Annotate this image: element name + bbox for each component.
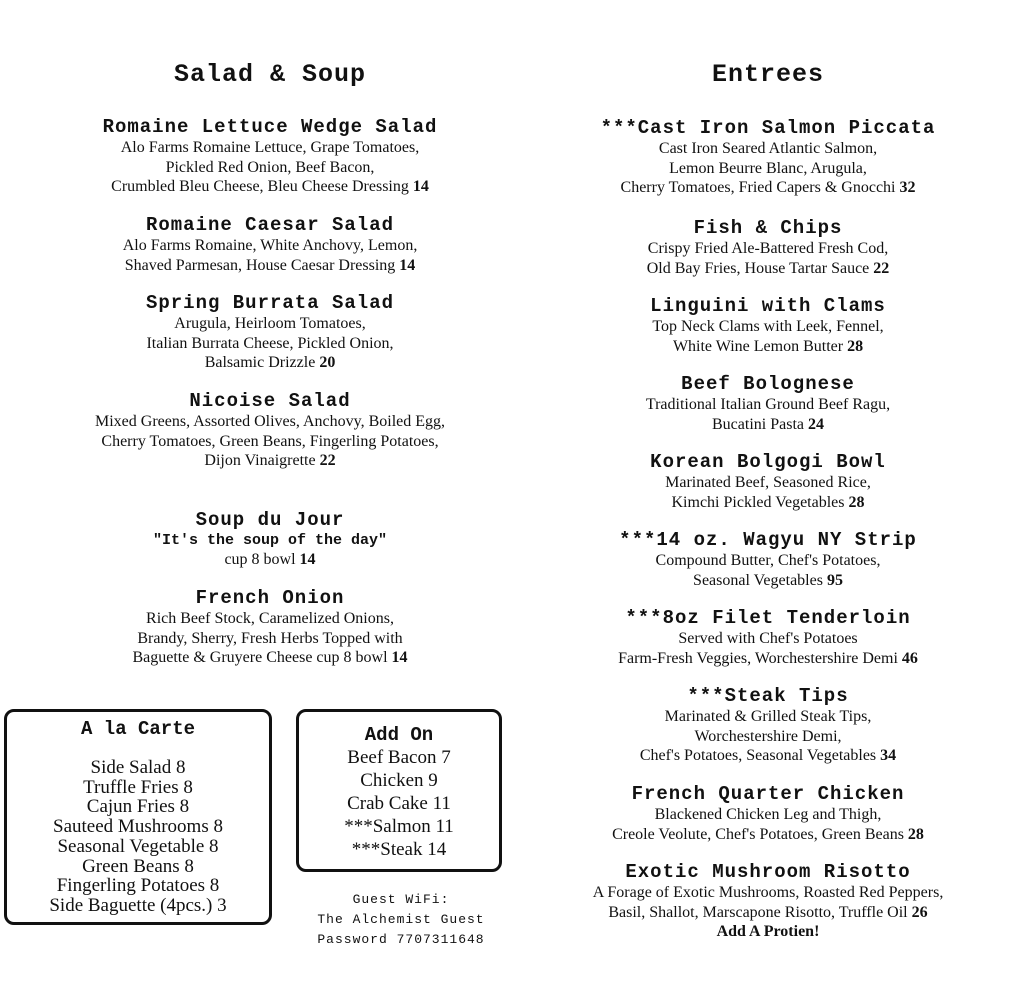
add-on-title: Add On [364,724,434,746]
item-description: Blackened Chicken Leg and Thigh, Creole Veolute, Chef's Potatoes, Green Beans 28 [612,806,924,843]
item-description: Top Neck Clams with Leek, Fennel, White Wine Lemon Butter 28 [652,318,884,355]
list-item: Side Salad 8 [90,757,186,778]
list-item: Beef Bacon 7 [347,747,451,768]
menu-item-caesar-salad [0,214,540,275]
wifi-heading: Guest WiFi: [352,892,450,907]
list-item: ***Salmon 11 [344,816,454,837]
item-description: Compound Butter, Chef's Potatoes, Seasonal Vegetables 95 [655,552,881,589]
item-name: Linguini with Clams [650,295,886,317]
list-item: Truffle Fries 8 [83,776,193,798]
menu-item-bolgogi-bowl [512,451,1024,512]
item-name: ***8oz Filet Tenderloin [625,607,911,629]
item-price: 20 [319,354,336,371]
list-item: Crab Cake 11 [347,793,451,814]
add-on-list [299,746,499,861]
item-price: 28 [907,825,924,843]
list-item: Cajun Fries 8 [86,796,190,818]
item-price: 95 [826,571,843,589]
item-price: 14 [399,256,416,274]
list-item: Chicken 9 [360,770,438,791]
item-price: 14 [412,178,429,195]
item-name: Korean Bolgogi Bowl [650,451,886,473]
item-price: 22 [873,259,890,277]
menu-item-mushroom-risotto [512,861,1024,942]
item-description: Traditional Italian Ground Beef Ragu, Bucatini Pasta 24 [645,396,891,433]
item-description: Crispy Fried Ale-Battered Fresh Cod, Old Bay Fries, House Tartar Sauce 22 [646,240,890,277]
list-item: Seasonal Vegetable 8 [57,835,219,857]
item-price: 28 [847,337,864,355]
menu-item-burrata-salad [0,292,540,373]
item-name: Romaine Lettuce Wedge Salad [102,116,438,138]
list-item: Green Beans 8 [82,855,194,877]
item-description: Rich Beef Stock, Caramelized Onions, Brandy, Sherry, Fresh Herbs Topped with Baguette & Gruyere Cheese cup 8 bowl 14 [132,610,408,666]
a-la-carte-box [4,709,272,925]
menu-item-steak-tips [512,685,1024,766]
menu-item-salmon-piccata [512,117,1024,198]
menu-item-linguini-clams [512,295,1024,356]
menu-item-french-onion [0,587,540,668]
item-name: Nicoise Salad [189,390,351,412]
menu-item-wagyu-strip [512,529,1024,590]
item-name: ***Steak Tips [687,685,849,707]
item-name: Fish & Chips [693,217,843,239]
item-name: ***14 oz. Wagyu NY Strip [619,529,917,551]
item-price: 26 [911,903,928,921]
item-price: 24 [807,415,824,433]
salad-soup-title: Salad & Soup [173,60,367,89]
list-item: Fingerling Potatoes 8 [56,875,220,897]
item-price: 46 [901,649,918,667]
add-protein-note: Add A Protien! [716,923,820,940]
item-description: Marinated & Grilled Steak Tips, Worchestershire Demi, Chef's Potatoes, Seasonal Vegetables 34 [639,708,897,764]
item-description: Alo Farms Romaine Lettuce, Grape Tomatoes, Pickled Red Onion, Beef Bacon, Crumbled Bleu Cheese, Bleu Cheese Dressing 14 [111,139,429,195]
wifi-password: Password 7707311648 [317,932,485,947]
item-description: Arugula, Heirloom Tomatoes, Italian Burrata Cheese, Pickled Onion, Balsamic Drizzle 20 [146,315,394,371]
menu-item-fish-chips [512,217,1024,278]
item-name: Spring Burrata Salad [145,292,395,314]
item-price: 28 [848,493,865,511]
item-name: ***Cast Iron Salmon Piccata [600,117,936,139]
item-name: French Onion [195,587,345,609]
item-description: Alo Farms Romaine, White Anchovy, Lemon, Shaved Parmesan, House Caesar Dressing 14 [122,237,418,274]
item-description: Mixed Greens, Assorted Olives, Anchovy, Boiled Egg, Cherry Tomatoes, Green Beans, Fingerling Potatoes, Dijon Vinaigrette 22 [94,413,446,469]
list-item: Side Baguette (4pcs.) 3 [49,894,227,916]
menu-item-nicoise-salad [0,390,540,471]
a-la-carte-title: A la Carte [80,718,196,740]
item-name: French Quarter Chicken [631,783,905,805]
menu-item-french-quarter-chicken [512,783,1024,844]
guest-wifi-info [296,890,506,950]
list-item: ***Steak 14 [351,839,447,860]
list-item: Sauteed Mushrooms 8 [53,816,223,838]
item-description: Cast Iron Seared Atlantic Salmon, Lemon Beurre Blanc, Arugula, Cherry Tomatoes, Fried Capers & Gnocchi 32 [620,140,916,196]
item-note: "It's the soup of the day" [152,532,388,549]
item-description: Marinated Beef, Seasoned Rice, Kimchi Pickled Vegetables 28 [665,474,871,511]
item-name: Exotic Mushroom Risotto [625,861,911,883]
wifi-network-name: The Alchemist Guest [317,912,485,927]
item-name: Soup du Jour [195,509,345,531]
item-price: 32 [899,179,916,196]
item-price: 14 [299,551,316,568]
item-description: Served with Chef's Potatoes Farm-Fresh Veggies, Worchestershire Demi 46 [618,630,918,667]
item-price: 34 [880,747,897,764]
item-price: 14 [391,649,408,666]
entrees-title: Entrees [711,60,825,89]
item-name: Beef Bolognese [681,373,855,395]
menu-item-filet-tenderloin [512,607,1024,668]
menu-item-wedge-salad [0,116,540,197]
a-la-carte-list [7,758,269,916]
add-on-box [296,709,502,872]
item-description: cup 8 bowl 14 [224,551,316,568]
menu-item-soup-du-jour [0,509,540,570]
item-description: A Forage of Exotic Mushrooms, Roasted Red Peppers, Basil, Shallot, Marscapone Risotto, Truffle Oil 26 [592,884,944,921]
item-name: Romaine Caesar Salad [145,214,395,236]
item-price: 22 [319,452,336,469]
menu-item-beef-bolognese [512,373,1024,434]
